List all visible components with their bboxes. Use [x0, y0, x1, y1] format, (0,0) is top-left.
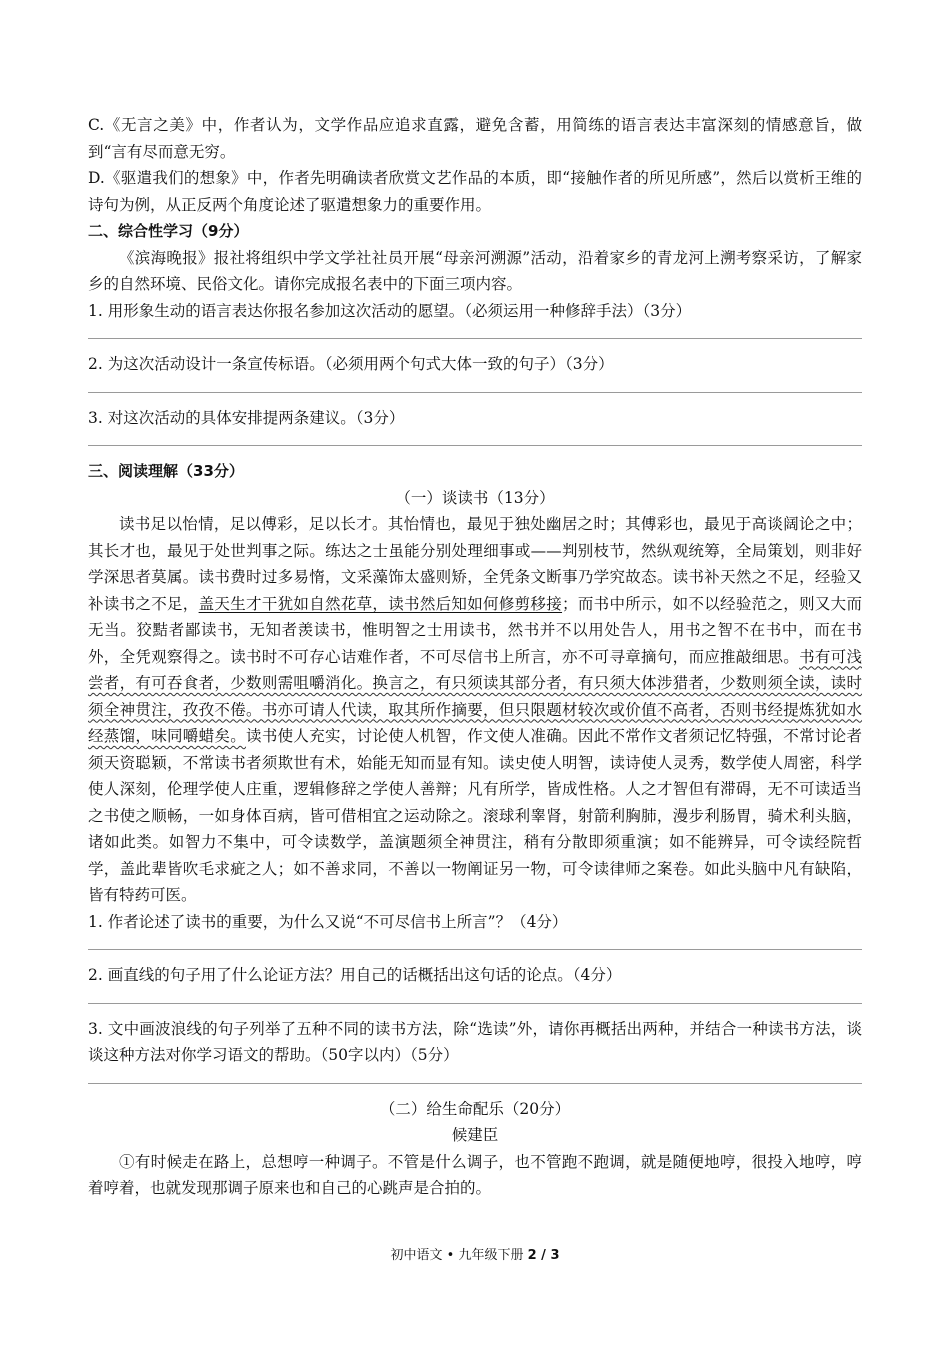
option-c: C.《无言之美》中，作者认为，文学作品应追求直露，避免含蓄，用简练的语言表达丰富深刻的情感意旨，做到“言有尽而意无穷。 [88, 116, 862, 161]
answer-line[interactable] [88, 1069, 862, 1084]
passage1-question-2: 2. 画直线的句子用了什么论证方法？用自己的话概括出这句话的论点。（4分） [88, 966, 622, 984]
underlined-sentence: 盖天生才干犹如自然花草，读书然后知如何修剪移接 [198, 594, 563, 613]
answer-line[interactable] [88, 989, 862, 1004]
footer-subject: 初中语文 • 九年级下册 [390, 1248, 524, 1263]
section3-heading: 三、阅读理解（33分） [88, 462, 244, 480]
answer-line[interactable] [88, 378, 862, 393]
section2-heading: 二、综合性学习（9分） [88, 222, 249, 240]
passage1-text-part3: 读书使人充实，讨论使人机智，作文使人准确。因此不常作文者须记忆特强，不常讨论者须天资聪颖，不常读书者须欺世有术，始能无知而显有知。读史使人明智，读诗使人灵秀，数学使人周密，科学使人深刻，伦理学使人庄重，逻辑修辞之学使人善辩；凡有所学，皆成性格。人之才智但有滞碍，无不可读适当之书使之顺畅，一如身体百病，皆可借相宜之运动除之。滚球利睾肾，射箭利胸肺，漫步利肠胃，骑术利头脑，诸如此类。如智力不集中，可令读数学，盖演题须全神贯注，稍有分散即须重演；如不能辨异，可令读经院哲学，盖此辈皆吹毛求疵之人；如不善求同，不善以一物阐证另一物，可令读律师之案卷。如此头脑中凡有缺陷，皆有特药可医。 [88, 727, 862, 904]
passage1-text-part1: 读书足以怡情，足以傅彩，足以长才。其怡情也，最见于独处幽居之时；其傅彩也，最见于高谈阔论之中；其长才也，最见于处世判事之际。练达之士虽能分别处理细事或——判别枝节，然纵观统筹，全局策划，则非好学深思者莫属。读书费时过多易惰，文采藻饰太盛则矫，全凭条文断事乃学究故态。读书补天然之不足，经验又补读书之不足， [88, 515, 862, 613]
passage1-question-3: 3. 文中画波浪线的句子列举了五种不同的读书方法，除“选读”外，请你再概括出两种，并结合一种读书方法，谈谈这种方法对你学习语文的帮助。（50字以内）（5分） [88, 1019, 862, 1064]
passage1-question-1: 1. 作者论述了读书的重要，为什么又说“不可尽信书上所言”？（4分） [88, 912, 568, 931]
section2-question-1: 1. 用形象生动的语言表达你报名参加这次活动的愿望。（必须运用一种修辞手法）（3分） [88, 301, 692, 320]
answer-line[interactable] [88, 431, 862, 446]
passage2-author: 候建臣 [451, 1126, 499, 1144]
passage2-title: （二）给生命配乐（20分） [379, 1099, 571, 1118]
section2-question-3: 3. 对这次活动的具体安排提两条建议。（3分） [88, 408, 405, 427]
passage1-text-part2: ；而书中所示，如不以经验范之，则又大而无当。狡黠者鄙读书，无知者羡读书，惟明智之士用读书，然书并不以用处告人，用书之智不在书中，而在书外，全凭观察得之。读书时不可存心诘难作者，不可尽信书上所言，亦不可寻章摘句，而应推敲细思。 [88, 594, 862, 666]
wavy-underlined-sentence: 书有可浅尝者，有可吞食者，少数则需咀嚼消化。换言之，有只须读其部分者，有只须大体涉猎者，少数则须全读，读时须全神贯注，孜孜不倦。书亦可请人代读，取其所作摘要，但只限题材较次或价值不高者，否则书经提炼犹如水经蒸馏，味同嚼蜡矣。 [88, 647, 862, 745]
passage1-title: （一）谈读书（13分） [395, 488, 555, 507]
answer-line[interactable] [88, 935, 862, 950]
page-number: 2 / 3 [527, 1248, 560, 1263]
passage2-paragraph-1: ①有时候走在路上，总想哼一种调子。不管是什么调子，也不管跑不跑调，就是随便地哼，很投入地哼，哼着哼着，也就发现那调子原来也和自己的心跳声是合拍的。 [88, 1152, 862, 1197]
page-footer [0, 1244, 950, 1263]
option-d: D.《驱遣我们的想象》中，作者先明确读者欣赏文艺作品的本质，即“接触作者的所见所感”，然后以赏析王维的诗句为例，从正反两个角度论述了驱遣想象力的重要作用。 [88, 169, 862, 214]
passage1-text [88, 511, 862, 909]
section2-question-2: 2. 为这次活动设计一条宣传标语。（必须用两个句式大体一致的句子）（3分） [88, 355, 614, 373]
answer-line[interactable] [88, 324, 862, 339]
section2-intro: 《滨海晚报》报社将组织中学文学社社员开展“母亲河溯源”活动，沿着家乡的青龙河上溯考察采访，了解家乡的自然环境、民俗文化。请你完成报名表中的下面三项内容。 [88, 248, 862, 293]
exam-page [88, 112, 862, 1202]
